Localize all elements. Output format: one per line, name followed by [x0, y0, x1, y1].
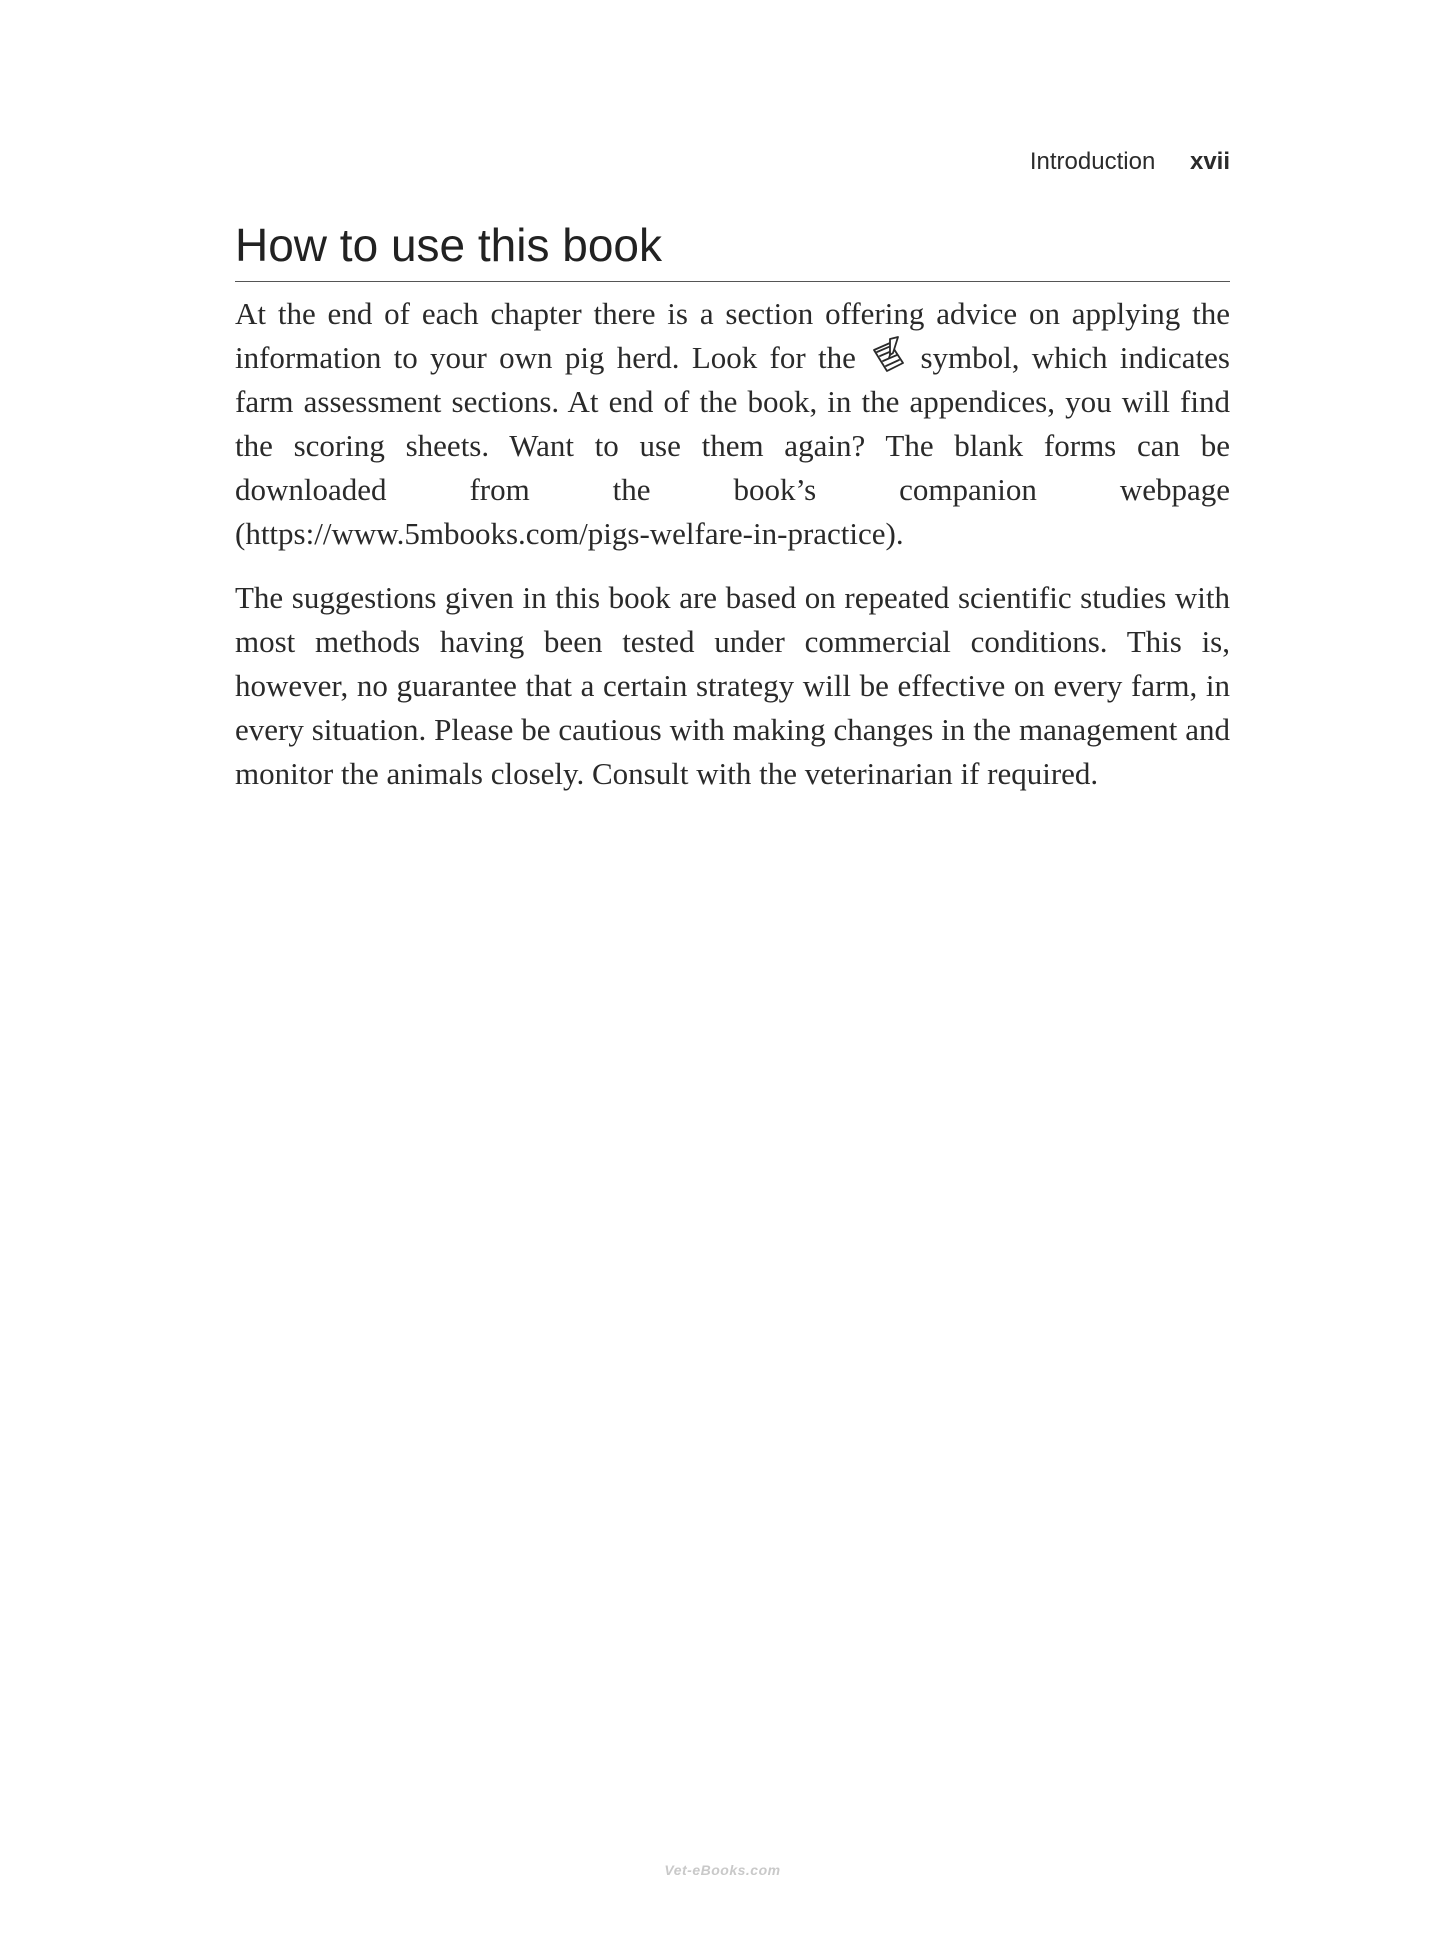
farm-assessment-notepad-icon [868, 336, 908, 376]
running-head-section: Introduction [1029, 148, 1156, 175]
page-number: xvii [1189, 148, 1230, 175]
watermark: Vet-eBooks.com [664, 1862, 781, 1878]
paragraph-usage-text-start: At the end of each chapter there is a section offering advice on applying the information to your own pig herd. Look for the [235, 295, 1230, 375]
section-heading: How to use this book [235, 220, 1230, 282]
page-content [235, 220, 1230, 796]
running-head [1030, 148, 1230, 176]
paragraph-usage [235, 292, 1230, 556]
paragraph-disclaimer: The suggestions given in this book are based on repeated scientific studies with most methods having been tested under commercial conditions. This is, however, no guarantee that a certain strategy will be effective on every farm, in every situation. Please be cautious with making changes in the management and monitor the animals closely. Consult with the veterinarian if required. [235, 579, 1230, 791]
paragraph-usage-text-end: symbol, which indicates farm assessment sections. At end of the book, in the appendices, you will find the scoring sheets. Want to use them again? The blank forms can be downloaded from the book’s companion webpage (https://www.5mbooks.com/pigs-welfare-in-practice). [235, 339, 1230, 551]
